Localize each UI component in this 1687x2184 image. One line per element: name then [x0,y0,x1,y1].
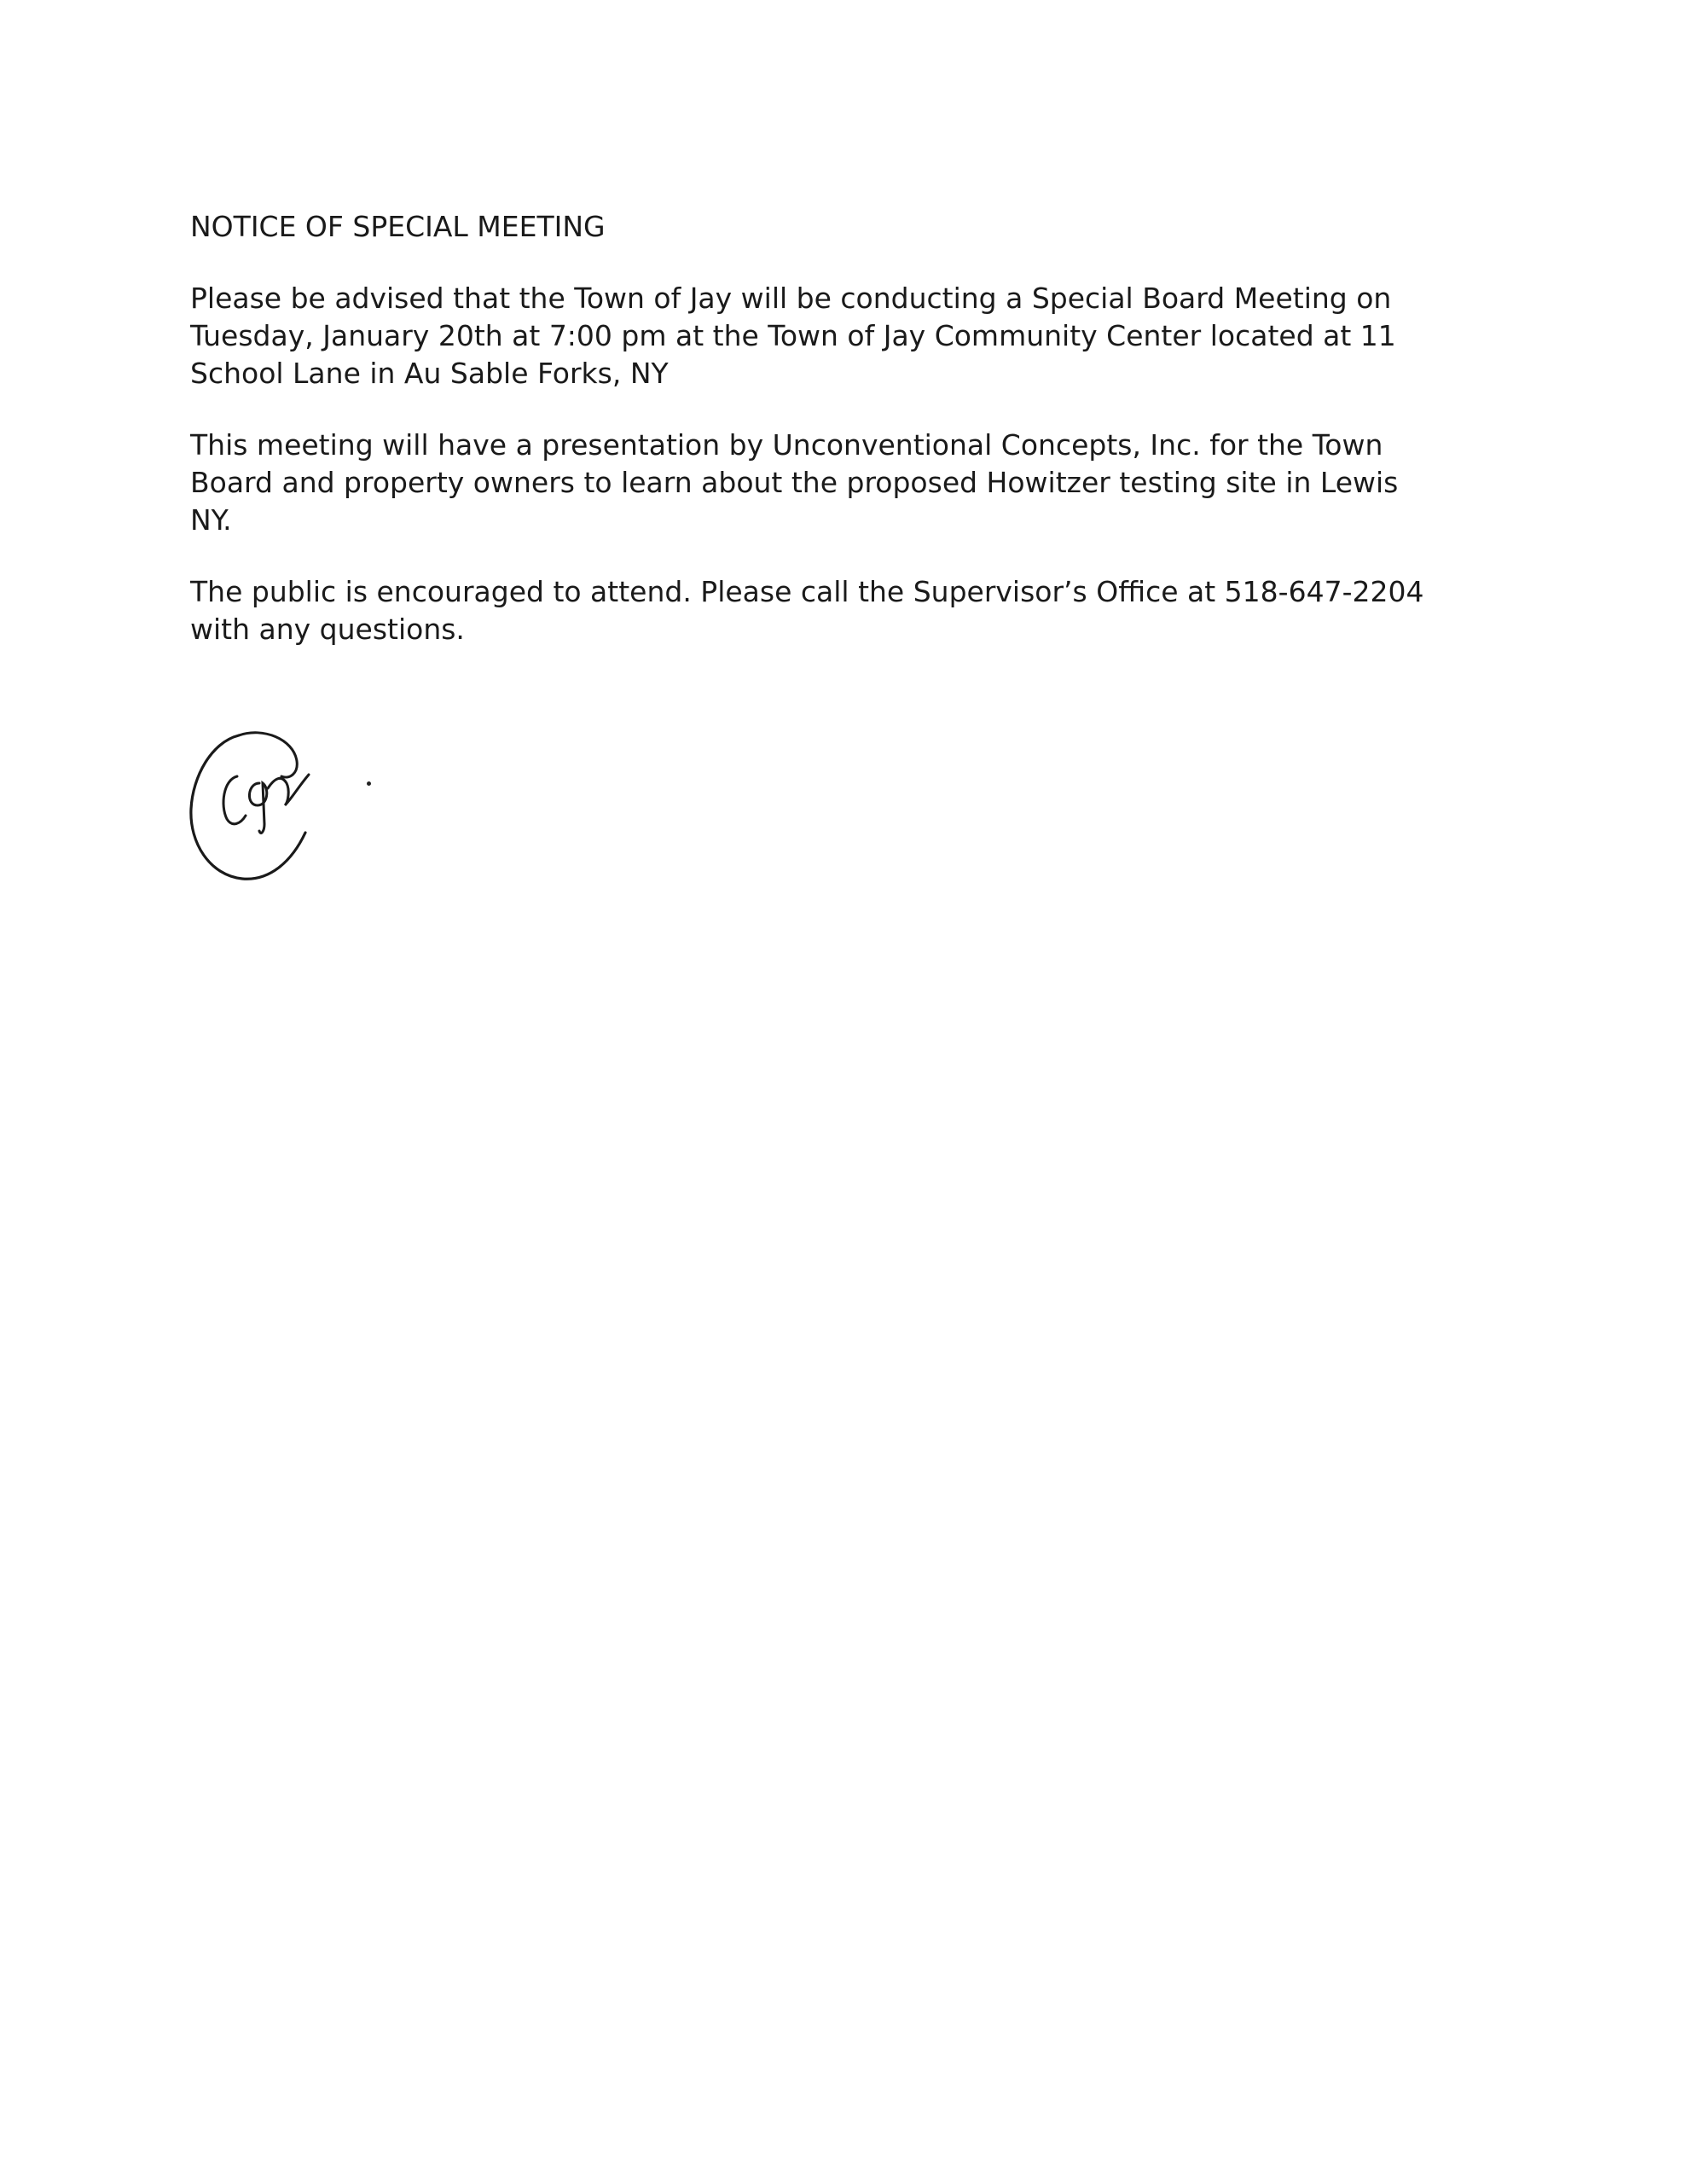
contact-paragraph [190,573,1521,648]
paragraph-line: NY. [190,503,232,537]
ink-dot [367,781,371,786]
paragraph-line: Please be advised that the Town of Jay will be conducting a Special Board Meeting on [190,282,1392,315]
paragraph-line: This meeting will have a presentation by Unconventional Concepts, Inc. for the Town [190,428,1383,462]
paragraph-line: with any questions. [190,613,465,646]
presentation-paragraph [190,427,1521,539]
paragraph-line: Board and property owners to learn about the proposed Howitzer testing site in Lewis [190,466,1399,499]
handwritten-signature-icon [186,723,322,886]
paragraph-line: School Lane in Au Sable Forks, NY [190,357,669,390]
paragraph-line: Tuesday, January 20th at 7:00 pm at the Town of Jay Community Center located at 11 [190,319,1396,352]
paragraph-line: The public is encouraged to attend. Please call the Supervisor’s Office at 518-647-2204 [190,575,1424,608]
meeting-details-paragraph [190,280,1521,392]
notice-heading: NOTICE OF SPECIAL MEETING [190,210,606,243]
